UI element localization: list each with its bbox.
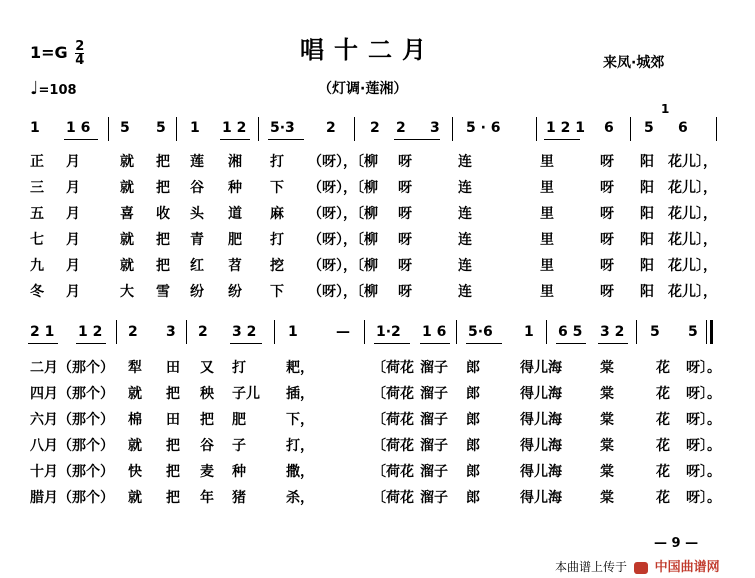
score-note: 1 <box>524 324 534 340</box>
barline <box>630 117 631 141</box>
lyric-text: 连 <box>458 206 472 222</box>
score-note: 2 <box>370 120 380 136</box>
lyric-text: 打 <box>270 154 284 170</box>
lyric-text: （呀），〔柳 <box>308 206 378 222</box>
lyric-text: 就 <box>120 154 134 170</box>
lyric-text: （呀），〔柳 <box>308 258 378 274</box>
lyric-text: 花儿〕， <box>668 154 717 170</box>
lyric-text: 呀 <box>600 180 614 196</box>
lyric-text: 溜子 <box>420 412 448 428</box>
lyric-text: 快 <box>128 464 142 480</box>
lyric-text: 呀 <box>398 258 412 274</box>
lyric-text: 〔荷花 <box>372 412 414 428</box>
lyric-text: 〔荷花 <box>372 386 414 402</box>
lyric-text: 打 <box>270 232 284 248</box>
lyric-text: 把 <box>156 232 170 248</box>
lyric-text: 纷 <box>228 284 242 300</box>
tempo-marking <box>30 78 77 99</box>
lyric-text: 呀〕。 <box>686 360 721 376</box>
time-numerator: 2 <box>75 39 85 54</box>
barline <box>706 320 707 344</box>
lyric-text: 犁 <box>128 360 142 376</box>
lyric-text: 纷 <box>190 284 204 300</box>
lyric-text: 花儿〕， <box>668 180 717 196</box>
upload-credit <box>555 556 720 575</box>
lyric-text: 腊月（那个） <box>30 490 114 506</box>
lyric-text: 又 <box>200 360 214 376</box>
site-logo-icon <box>634 562 648 574</box>
lyric-row <box>0 409 755 429</box>
lyric-text: 七 <box>30 232 44 248</box>
beam <box>420 343 450 344</box>
score-note: 5 <box>650 324 660 340</box>
lyric-text: 田 <box>166 360 180 376</box>
score-note: 1 <box>190 120 200 136</box>
lyric-text: 喜 <box>120 206 134 222</box>
beam <box>394 139 440 140</box>
lyric-text: 里 <box>540 154 554 170</box>
score-note: 1 2 1 <box>546 120 585 136</box>
lyric-text: 正 <box>30 154 44 170</box>
lyric-text: 把 <box>166 464 180 480</box>
lyric-text: 呀〕。 <box>686 490 721 506</box>
lyric-text: 呀〕。 <box>686 412 721 428</box>
lyric-text: 花 <box>656 412 670 428</box>
lyric-text: 连 <box>458 284 472 300</box>
beam <box>466 343 502 344</box>
lyric-text: 青 <box>190 232 204 248</box>
lyric-row <box>0 255 755 275</box>
lyric-text: 里 <box>540 180 554 196</box>
lyric-text: 棉 <box>128 412 142 428</box>
lyric-text: 湘 <box>228 154 242 170</box>
lyric-text: 就 <box>120 232 134 248</box>
lyric-text: 下 <box>270 284 284 300</box>
score-note: 3 <box>430 120 440 136</box>
lyric-text: 棠 <box>600 386 614 402</box>
score-note: 6 <box>678 120 688 136</box>
page-title: 唱十二月 <box>300 36 436 64</box>
site-brand: 中国曲谱网 <box>654 560 720 575</box>
lyric-text: 花 <box>656 464 670 480</box>
score-note: 1 6 <box>66 120 91 136</box>
lyric-row <box>0 151 755 171</box>
lyric-text: 〔荷花 <box>372 360 414 376</box>
score-note: 1 <box>30 120 40 136</box>
lyric-text: 就 <box>120 258 134 274</box>
tempo-value: =108 <box>38 83 77 98</box>
lyric-row <box>0 281 755 301</box>
lyric-text: 呀 <box>398 284 412 300</box>
barline <box>452 117 453 141</box>
lyric-text: 肥 <box>228 232 242 248</box>
score-note: 5 <box>688 324 698 340</box>
beam <box>220 139 250 140</box>
lyric-text: 呀 <box>398 154 412 170</box>
lyric-text: 月 <box>66 232 80 248</box>
lyric-text: 呀 <box>600 154 614 170</box>
quarter-note-icon: ♩ <box>30 78 39 99</box>
lyric-text: 得儿海 <box>520 412 562 428</box>
lyric-text: 道 <box>228 206 242 222</box>
lyric-text: 溜子 <box>420 490 448 506</box>
lyric-text: 耙， <box>286 360 314 376</box>
lyric-text: （呀），〔柳 <box>308 180 378 196</box>
score-note: 3 <box>166 324 176 340</box>
lyric-text: 秧 <box>200 386 214 402</box>
lyric-text: 把 <box>166 386 180 402</box>
lyric-text: 阳 <box>640 206 654 222</box>
lyric-text: 撒， <box>286 464 314 480</box>
lyric-text: 郎 <box>466 490 480 506</box>
lyric-text: 苕 <box>228 258 242 274</box>
lyric-text: 月 <box>66 284 80 300</box>
lyric-text: 棠 <box>600 438 614 454</box>
score-note: 2 <box>198 324 208 340</box>
lyric-text: 下 <box>270 180 284 196</box>
lyric-text: 下， <box>286 412 314 428</box>
beam <box>28 343 58 344</box>
source-region: 来凤·城郊 <box>603 55 665 71</box>
beam <box>230 343 262 344</box>
lyric-text: 花 <box>656 490 670 506</box>
score-line-2 <box>0 324 755 344</box>
lyric-text: 花儿〕， <box>668 232 717 248</box>
lyric-text: 郎 <box>466 412 480 428</box>
lyric-text: 阳 <box>640 258 654 274</box>
lyric-text: 插， <box>286 386 314 402</box>
lyric-text: 月 <box>66 180 80 196</box>
final-barline <box>710 320 713 344</box>
score-note: 5 <box>120 120 130 136</box>
lyric-text: 呀 <box>600 284 614 300</box>
score-note: — <box>336 324 350 340</box>
lyric-text: 得儿海 <box>520 464 562 480</box>
score-note: 2 <box>128 324 138 340</box>
lyric-text: 种 <box>232 464 246 480</box>
time-denominator: 4 <box>75 53 85 68</box>
lyric-text: （呀），〔柳 <box>308 232 378 248</box>
lyric-text: 四月（那个） <box>30 386 114 402</box>
barline <box>274 320 275 344</box>
beam <box>374 343 410 344</box>
lyric-text: 溜子 <box>420 386 448 402</box>
score-note: 1 6 <box>422 324 447 340</box>
barline <box>716 117 717 141</box>
lyric-text: 得儿海 <box>520 360 562 376</box>
lyric-text: 棠 <box>600 360 614 376</box>
beam <box>268 139 304 140</box>
score-note: 6 5 <box>558 324 583 340</box>
barline <box>108 117 109 141</box>
lyric-text: 头 <box>190 206 204 222</box>
lyric-text: 溜子 <box>420 438 448 454</box>
lyric-text: 年 <box>200 490 214 506</box>
lyric-row <box>0 435 755 455</box>
lyric-text: （呀），〔柳 <box>308 154 378 170</box>
lyric-text: 把 <box>156 154 170 170</box>
lyric-text: 杀， <box>286 490 314 506</box>
lyric-text: 花 <box>656 386 670 402</box>
lyric-text: 连 <box>458 154 472 170</box>
lyric-text: 连 <box>458 258 472 274</box>
lyric-text: 把 <box>156 180 170 196</box>
lyric-text: 郎 <box>466 386 480 402</box>
lyric-text: 呀 <box>600 206 614 222</box>
lyric-text: 田 <box>166 412 180 428</box>
lyric-text: 郎 <box>466 464 480 480</box>
lyric-text: 棠 <box>600 490 614 506</box>
lyric-text: 棠 <box>600 464 614 480</box>
lyric-row <box>0 229 755 249</box>
lyric-text: 〔荷花 <box>372 490 414 506</box>
lyric-text: 就 <box>128 438 142 454</box>
lyric-text: 里 <box>540 232 554 248</box>
page-number: — 9 — <box>654 536 699 551</box>
beam <box>556 343 586 344</box>
beam <box>64 139 98 140</box>
score-note: 6 <box>604 120 614 136</box>
lyric-text: 阳 <box>640 154 654 170</box>
score-note: 5·3 <box>270 120 295 136</box>
lyric-text: 月 <box>66 206 80 222</box>
lyric-text: 花儿〕， <box>668 284 717 300</box>
lyric-text: 呀〕。 <box>686 464 721 480</box>
score-note: 5 · 6 <box>466 120 501 136</box>
lyric-text: 棠 <box>600 412 614 428</box>
page-subtitle: （灯调·莲湘） <box>318 81 408 97</box>
score-note: 1 2 <box>78 324 103 340</box>
score-note: 2 <box>396 120 406 136</box>
lyric-text: 阳 <box>640 284 654 300</box>
barline <box>456 320 457 344</box>
lyric-text: （呀），〔柳 <box>308 284 378 300</box>
lyric-text: 谷 <box>200 438 214 454</box>
lyric-text: 三 <box>30 180 44 196</box>
lyric-row <box>0 383 755 403</box>
lyric-text: 溜子 <box>420 464 448 480</box>
lyric-text: 呀〕。 <box>686 438 721 454</box>
score-note: 5·6 <box>468 324 493 340</box>
barline <box>176 117 177 141</box>
lyric-text: 郎 <box>466 438 480 454</box>
score-note: 1 2 <box>222 120 247 136</box>
lyric-row <box>0 461 755 481</box>
lyric-text: 阳 <box>640 232 654 248</box>
lyric-text: 里 <box>540 284 554 300</box>
lyric-text: 〔荷花 <box>372 464 414 480</box>
lyric-text: 里 <box>540 206 554 222</box>
lyric-row <box>0 177 755 197</box>
lyric-text: 把 <box>156 258 170 274</box>
lyric-text: 花 <box>656 360 670 376</box>
lyric-text: 冬 <box>30 284 44 300</box>
lyric-text: 肥 <box>232 412 246 428</box>
lyric-text: 连 <box>458 232 472 248</box>
score-note: 3 2 <box>232 324 257 340</box>
beam <box>76 343 106 344</box>
grace-note: 1 <box>661 102 670 116</box>
lyric-text: 二月（那个） <box>30 360 114 376</box>
lyric-text: 呀〕。 <box>686 386 721 402</box>
score-note: 3 2 <box>600 324 625 340</box>
barline <box>546 320 547 344</box>
lyric-text: 五 <box>30 206 44 222</box>
lyric-text: 花儿〕， <box>668 206 717 222</box>
time-signature <box>75 40 84 67</box>
barline <box>354 117 355 141</box>
lyric-text: 月 <box>66 154 80 170</box>
lyric-row <box>0 357 755 377</box>
lyric-text: 麦 <box>200 464 214 480</box>
lyric-text: 呀 <box>398 232 412 248</box>
lyric-text: 得儿海 <box>520 490 562 506</box>
lyric-text: 挖 <box>270 258 284 274</box>
score-note: 1 <box>288 324 298 340</box>
key-label: 1=G <box>30 43 68 62</box>
lyric-text: 呀 <box>600 258 614 274</box>
lyric-text: 把 <box>200 412 214 428</box>
lyric-text: 把 <box>166 490 180 506</box>
lyric-text: 阳 <box>640 180 654 196</box>
lyric-text: 十月（那个） <box>30 464 114 480</box>
lyric-text: 谷 <box>190 180 204 196</box>
lyric-text: 雪 <box>156 284 170 300</box>
score-note: 2 1 <box>30 324 55 340</box>
lyric-text: 呀 <box>398 180 412 196</box>
lyric-text: 溜子 <box>420 360 448 376</box>
lyric-text: 就 <box>128 386 142 402</box>
lyric-text: 打 <box>232 360 246 376</box>
lyric-text: 子儿 <box>232 386 260 402</box>
lyric-text: 花 <box>656 438 670 454</box>
barline <box>258 117 259 141</box>
lyric-text: 连 <box>458 180 472 196</box>
lyric-text: 种 <box>228 180 242 196</box>
lyric-text: 月 <box>66 258 80 274</box>
score-line-1 <box>0 102 755 140</box>
lyric-text: 得儿海 <box>520 386 562 402</box>
lyric-text: 打， <box>286 438 314 454</box>
lyric-text: 子 <box>232 438 246 454</box>
lyric-text: 莲 <box>190 154 204 170</box>
lyric-text: 就 <box>128 490 142 506</box>
lyric-text: 得儿海 <box>520 438 562 454</box>
lyric-text: 呀 <box>600 232 614 248</box>
lyric-text: 猪 <box>232 490 246 506</box>
barline <box>636 320 637 344</box>
score-note: 5 <box>156 120 166 136</box>
lyric-row <box>0 487 755 507</box>
lyric-text: 大 <box>120 284 134 300</box>
upload-text: 本曲谱上传于 <box>555 560 628 574</box>
lyric-text: 九 <box>30 258 44 274</box>
key-signature <box>30 40 84 67</box>
lyric-text: 六月（那个） <box>30 412 114 428</box>
lyric-text: 红 <box>190 258 204 274</box>
beam <box>598 343 628 344</box>
barline <box>364 320 365 344</box>
score-note: 5 <box>644 120 654 136</box>
score-note: 2 <box>326 120 336 136</box>
lyric-text: 麻 <box>270 206 284 222</box>
score-note: 1·2 <box>376 324 401 340</box>
lyric-text: 呀 <box>398 206 412 222</box>
barline <box>536 117 537 141</box>
barline <box>116 320 117 344</box>
lyric-row <box>0 203 755 223</box>
lyric-text: 花儿〕， <box>668 258 717 274</box>
lyric-text: 八月（那个） <box>30 438 114 454</box>
lyric-text: 就 <box>120 180 134 196</box>
barline <box>186 320 187 344</box>
beam <box>544 139 580 140</box>
lyric-text: 收 <box>156 206 170 222</box>
lyric-text: 把 <box>166 438 180 454</box>
lyric-text: 郎 <box>466 360 480 376</box>
lyric-text: 〔荷花 <box>372 438 414 454</box>
lyric-text: 里 <box>540 258 554 274</box>
